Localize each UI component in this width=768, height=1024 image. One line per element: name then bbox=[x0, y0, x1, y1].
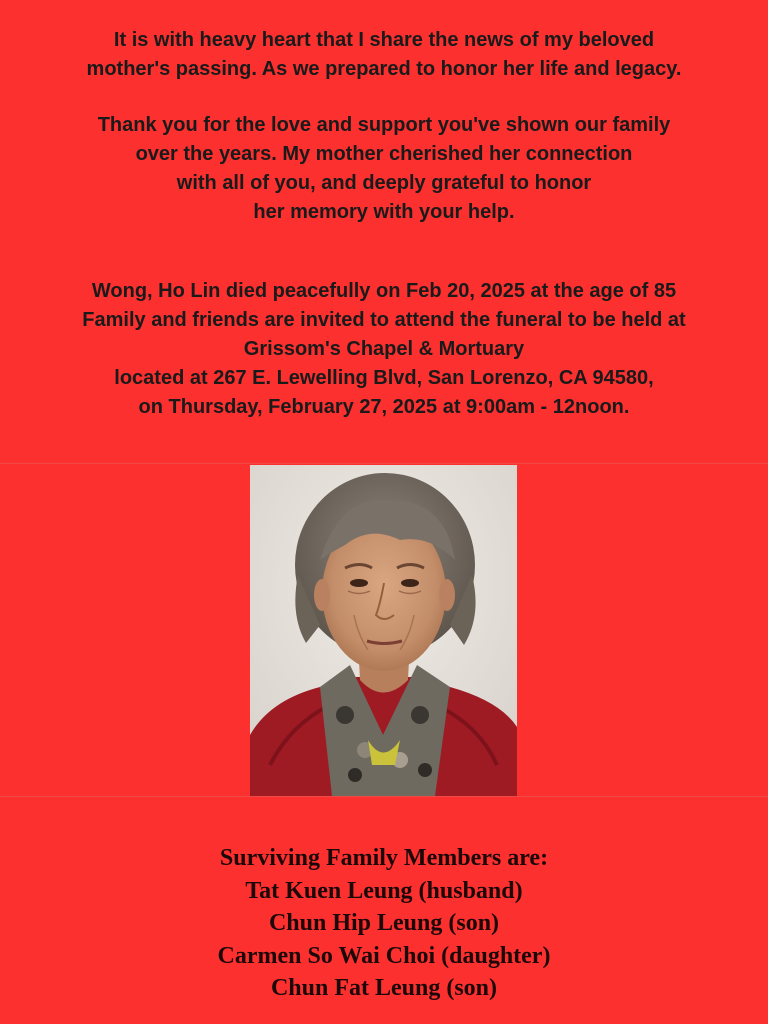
thanks-line: over the years. My mother cherished her connection bbox=[135, 143, 633, 165]
family-member: Carmen So Wai Choi (daughter) bbox=[217, 942, 551, 969]
thanks-line: Thank you for the love and support you've shown our family bbox=[97, 114, 671, 136]
death-notice-line: Wong, Ho Lin died peacefully on Feb 20, 2025 at the age of 85 bbox=[91, 280, 677, 302]
venue-name-line: Grissom's Chapel & Mortuary bbox=[243, 338, 525, 360]
venue-address-line: located at 267 E. Lewelling Blvd, San Lorenzo, CA 94580, bbox=[114, 367, 654, 389]
section-divider bbox=[0, 463, 768, 464]
section-divider bbox=[0, 796, 768, 797]
opening-line: mother's passing. As we prepared to honor her life and legacy. bbox=[86, 58, 682, 80]
thanks-line: with all of you, and deeply grateful to honor bbox=[176, 172, 592, 194]
portrait-photo bbox=[250, 465, 517, 796]
opening-paragraph bbox=[0, 26, 768, 84]
thanks-line: her memory with your help. bbox=[253, 201, 515, 223]
family-member: Chun Fat Leung (son) bbox=[270, 975, 498, 1001]
surviving-family-section bbox=[0, 842, 768, 1005]
opening-line: It is with heavy heart that I share the news of my beloved bbox=[113, 29, 655, 51]
family-member: Chun Hip Leung (son) bbox=[268, 910, 500, 936]
family-heading: Surviving Family Members are: bbox=[219, 845, 549, 871]
family-member: Tat Kuen Leung (husband) bbox=[245, 877, 523, 904]
invitation-line: Family and friends are invited to attend the funeral to be held at bbox=[82, 309, 686, 331]
portrait-illustration bbox=[250, 465, 517, 796]
announcement-section bbox=[0, 0, 768, 462]
thanks-paragraph bbox=[0, 111, 768, 227]
funeral-details-paragraph bbox=[0, 277, 768, 422]
service-datetime-line: on Thursday, February 27, 2025 at 9:00am - 12noon. bbox=[138, 396, 630, 418]
